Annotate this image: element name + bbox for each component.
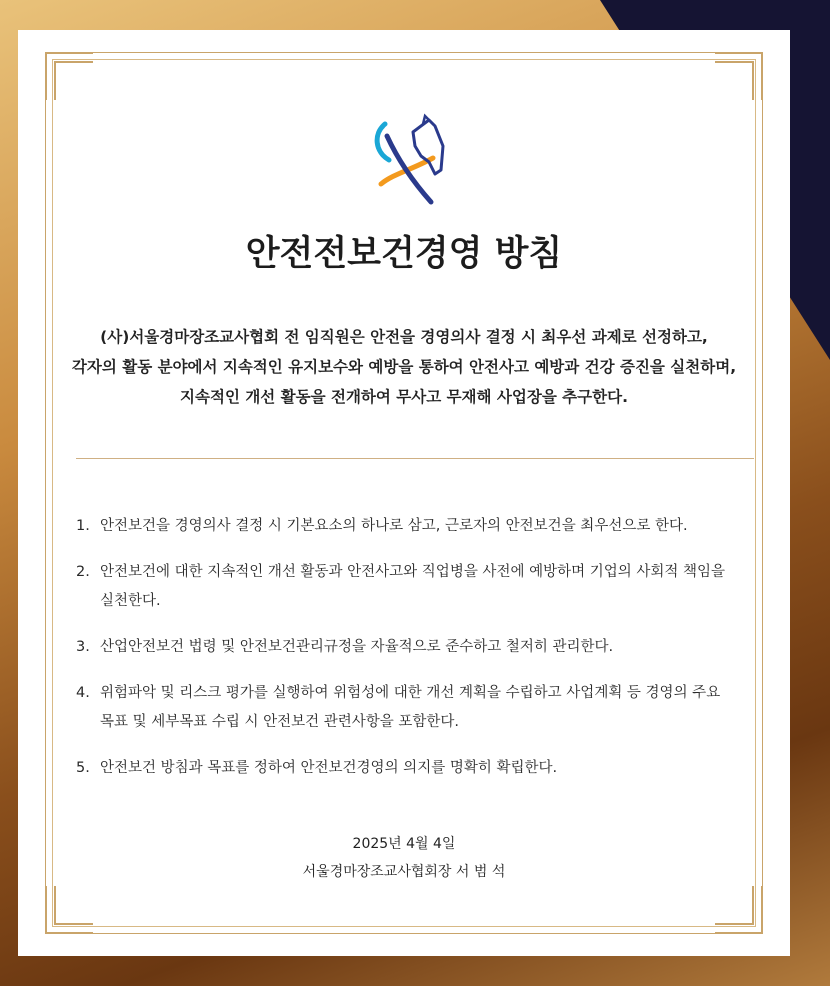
corner-ornament-top-right bbox=[715, 52, 763, 100]
intro-paragraph bbox=[58, 322, 750, 412]
signer-name: 서울경마장조교사협회장 서 범 석 bbox=[302, 864, 506, 880]
horse-head-logo-icon bbox=[363, 112, 463, 212]
item-text: 산업안전보건 법령 및 안전보건관리규정을 자율적으로 준수하고 철저히 관리한다. bbox=[100, 639, 614, 655]
issue-date: 2025년 4월 4일 bbox=[352, 836, 456, 852]
item-text: 안전보건에 대한 지속적인 개선 활동과 안전사고와 직업병을 사전에 예방하며 기업의 사회적 책임을 실천한다. bbox=[100, 564, 725, 609]
item-text: 안전보건 방침과 목표를 정하여 안전보건경영의 의지를 명확히 확립한다. bbox=[100, 760, 558, 776]
list-item bbox=[76, 754, 736, 783]
corner-ornament-bottom-right bbox=[715, 886, 763, 934]
list-item bbox=[76, 679, 736, 737]
page-title: 안전전보건경영 방침 bbox=[245, 234, 563, 274]
corner-ornament-top-left bbox=[45, 52, 93, 100]
corner-ornament-bottom-left bbox=[45, 886, 93, 934]
section-divider bbox=[76, 458, 754, 459]
list-item bbox=[76, 558, 736, 616]
item-number: 5. bbox=[76, 760, 90, 776]
item-text: 위험파악 및 리스크 평가를 실행하여 위험성에 대한 개선 계획을 수립하고 사업계획 등 경영의 주요 목표 및 세부목표 수립 시 안전보건 관련사항을 포함한다. bbox=[100, 685, 721, 730]
item-number: 2. bbox=[76, 564, 90, 580]
intro-line: 지속적인 개선 활동을 전개하여 무사고 무재해 사업장을 추구한다. bbox=[180, 388, 628, 406]
intro-line: 각자의 활동 분야에서 지속적인 유지보수와 예방을 통하여 안전사고 예방과 건강 증진을 실천하며, bbox=[71, 358, 737, 376]
item-number: 1. bbox=[76, 518, 90, 534]
item-number: 4. bbox=[76, 685, 90, 701]
intro-line: (사)서울경마장조교사협회 전 임직원은 안전을 경영의사 결정 시 최우선 과제로 선정하고, bbox=[100, 328, 708, 346]
item-text: 안전보건을 경영의사 결정 시 기본요소의 하나로 삼고, 근로자의 안전보건을 최우선으로 한다. bbox=[100, 518, 688, 534]
list-item bbox=[76, 512, 736, 541]
policy-document bbox=[18, 30, 790, 956]
item-number: 3. bbox=[76, 639, 90, 655]
list-item bbox=[76, 633, 736, 662]
policy-list bbox=[76, 512, 736, 800]
